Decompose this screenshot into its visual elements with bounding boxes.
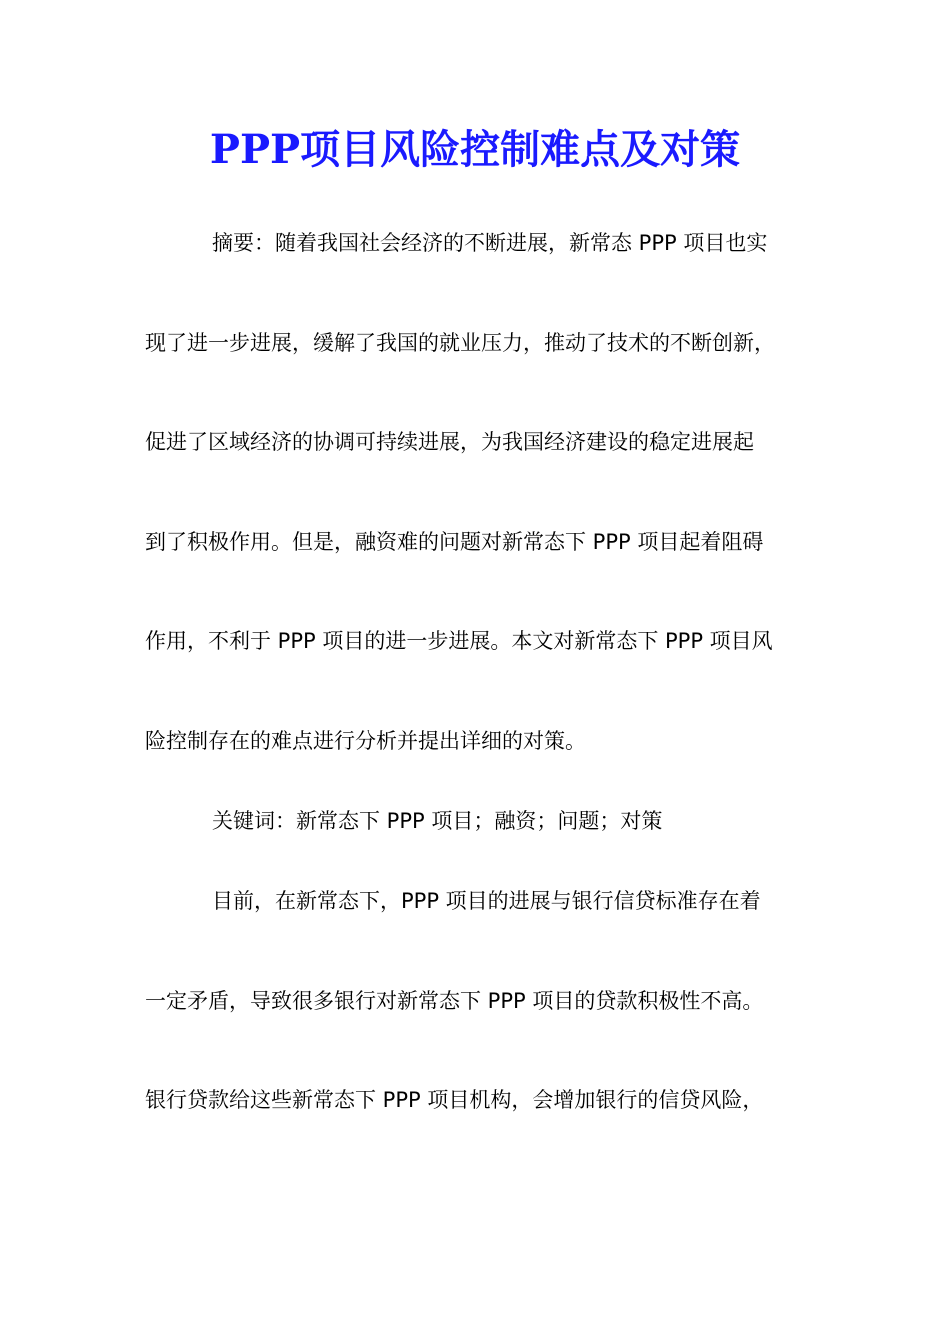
body-line-2: 一定矛盾，导致很多银行对新常态下 PPP 项目的贷款积极性不高。 (145, 989, 764, 1013)
abstract-line-4: 到了积极作用。但是，融资难的问题对新常态下 PPP 项目起着阻碍 (145, 530, 764, 554)
abstract-line-3: 促进了区域经济的协调可持续进展，为我国经济建设的稳定进展起 (145, 430, 754, 454)
abstract-line-6: 险控制存在的难点进行分析并提出详细的对策。 (145, 729, 586, 753)
abstract-line-1: 摘要：随着我国社会经济的不断进展，新常态 PPP 项目也实 (212, 231, 768, 255)
abstract-line-5: 作用，不利于 PPP 项目的进一步进展。本文对新常态下 PPP 项目风 (145, 629, 773, 653)
abstract-line-2: 现了进一步进展，缓解了我国的就业压力，推动了技术的不断创新， (145, 331, 775, 355)
body-line-3: 银行贷款给这些新常态下 PPP 项目机构，会增加银行的信贷风险， (145, 1088, 764, 1112)
keywords-line: 关键词：新常态下 PPP 项目；融资；问题；对策 (212, 809, 663, 833)
body-line-1: 目前，在新常态下，PPP 项目的进展与银行信贷标准存在着 (212, 889, 761, 913)
document-title: PPP项目风险控制难点及对策 (209, 126, 741, 173)
